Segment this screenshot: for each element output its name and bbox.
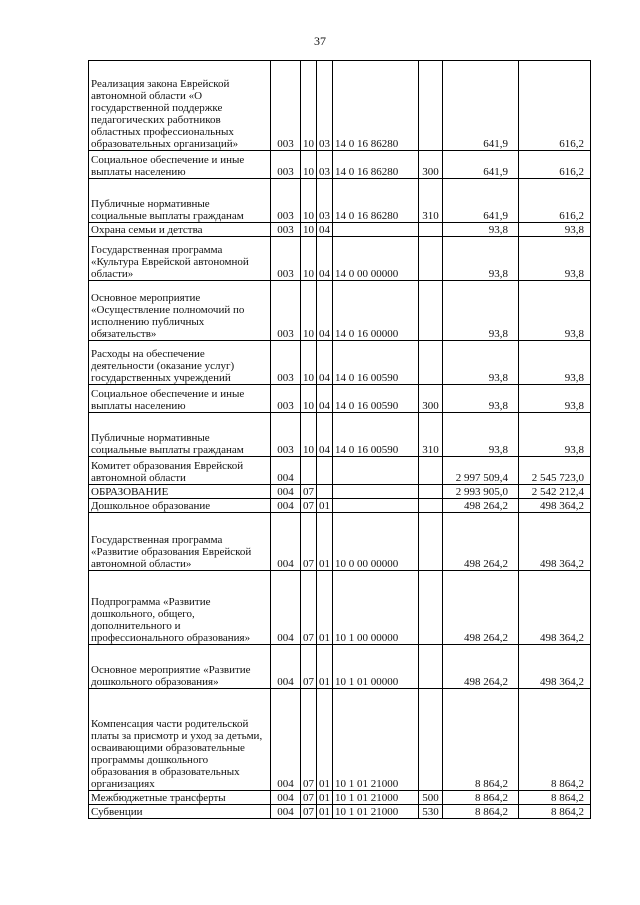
- row-target-article: 14 0 16 00590: [333, 413, 419, 457]
- table-row: [89, 457, 591, 485]
- table-row: [89, 281, 591, 341]
- row-subsection-code: 01: [317, 805, 333, 819]
- row-name: Межбюджетные трансферты: [89, 791, 271, 805]
- row-expense-type: 300: [419, 385, 443, 413]
- budget-table-body: [89, 61, 591, 819]
- row-amount-year2: 498 364,2: [519, 499, 591, 513]
- row-name: Комитет образования Еврейской автономной области: [89, 457, 271, 485]
- row-target-article: 14 0 16 00590: [333, 341, 419, 385]
- row-target-article: 10 1 01 00000: [333, 645, 419, 689]
- page-number: 37: [314, 34, 326, 48]
- row-name: Основное мероприятие «Развитие дошкольного образования»: [89, 645, 271, 689]
- row-name: Социальное обеспечение и иные выплаты населению: [89, 151, 271, 179]
- row-amount-year1: 2 993 905,0: [443, 485, 519, 499]
- row-amount-year2: 93,8: [519, 341, 591, 385]
- row-expense-type: [419, 237, 443, 281]
- row-ministry-code: 004: [271, 485, 301, 499]
- row-name: Основное мероприятие «Осуществление полномочий по исполнению публичных обязательств»: [89, 281, 271, 341]
- row-section-code: 07: [301, 485, 317, 499]
- row-expense-type: 310: [419, 179, 443, 223]
- table-row: [89, 571, 591, 645]
- row-target-article: 10 0 00 00000: [333, 513, 419, 571]
- row-section-code: 10: [301, 237, 317, 281]
- row-ministry-code: 003: [271, 413, 301, 457]
- row-subsection-code: 01: [317, 645, 333, 689]
- row-amount-year1: 498 264,2: [443, 513, 519, 571]
- row-section-code: 07: [301, 571, 317, 645]
- row-expense-type: [419, 485, 443, 499]
- budget-table: [88, 60, 591, 819]
- row-amount-year2: 616,2: [519, 151, 591, 179]
- row-expense-type: [419, 457, 443, 485]
- row-target-article: [333, 457, 419, 485]
- row-subsection-code: 01: [317, 689, 333, 791]
- row-amount-year2: 498 364,2: [519, 513, 591, 571]
- row-subsection-code: 04: [317, 281, 333, 341]
- row-target-article: 10 1 01 21000: [333, 689, 419, 791]
- row-section-code: 07: [301, 791, 317, 805]
- row-amount-year1: 8 864,2: [443, 791, 519, 805]
- row-name: ОБРАЗОВАНИЕ: [89, 485, 271, 499]
- row-section-code: 07: [301, 499, 317, 513]
- row-amount-year1: 498 264,2: [443, 499, 519, 513]
- row-section-code: 07: [301, 645, 317, 689]
- row-amount-year1: 641,9: [443, 179, 519, 223]
- row-expense-type: [419, 513, 443, 571]
- row-subsection-code: 04: [317, 223, 333, 237]
- row-section-code: 07: [301, 689, 317, 791]
- row-amount-year2: 616,2: [519, 61, 591, 151]
- row-expense-type: 300: [419, 151, 443, 179]
- table-row: [89, 179, 591, 223]
- row-target-article: 14 0 16 00590: [333, 385, 419, 413]
- row-ministry-code: 003: [271, 223, 301, 237]
- row-ministry-code: 003: [271, 151, 301, 179]
- table-row: [89, 237, 591, 281]
- row-amount-year1: 498 264,2: [443, 571, 519, 645]
- row-expense-type: [419, 341, 443, 385]
- table-row: [89, 645, 591, 689]
- table-row: [89, 689, 591, 791]
- row-subsection-code: 01: [317, 791, 333, 805]
- row-expense-type: [419, 281, 443, 341]
- row-ministry-code: 003: [271, 385, 301, 413]
- row-amount-year1: 8 864,2: [443, 805, 519, 819]
- row-section-code: 10: [301, 281, 317, 341]
- row-name: Публичные нормативные социальные выплаты гражданам: [89, 179, 271, 223]
- row-section-code: 10: [301, 341, 317, 385]
- row-target-article: 10 1 01 21000: [333, 791, 419, 805]
- row-amount-year1: 93,8: [443, 413, 519, 457]
- row-name: Публичные нормативные социальные выплаты гражданам: [89, 413, 271, 457]
- row-target-article: 14 0 00 00000: [333, 237, 419, 281]
- row-ministry-code: 003: [271, 237, 301, 281]
- row-amount-year1: 8 864,2: [443, 689, 519, 791]
- table-row: [89, 223, 591, 237]
- table-row: [89, 499, 591, 513]
- row-subsection-code: 03: [317, 179, 333, 223]
- row-ministry-code: 004: [271, 499, 301, 513]
- row-ministry-code: 003: [271, 179, 301, 223]
- row-target-article: [333, 223, 419, 237]
- row-subsection-code: 04: [317, 237, 333, 281]
- row-amount-year1: 93,8: [443, 341, 519, 385]
- row-ministry-code: 004: [271, 571, 301, 645]
- row-amount-year1: 93,8: [443, 223, 519, 237]
- row-expense-type: [419, 689, 443, 791]
- row-amount-year1: 93,8: [443, 385, 519, 413]
- row-section-code: 07: [301, 805, 317, 819]
- row-subsection-code: [317, 457, 333, 485]
- table-row: [89, 341, 591, 385]
- table-row: [89, 805, 591, 819]
- row-section-code: 10: [301, 223, 317, 237]
- row-name: Государственная программа «Развитие образования Еврейской автономной области»: [89, 513, 271, 571]
- row-section-code: 10: [301, 385, 317, 413]
- row-expense-type: [419, 223, 443, 237]
- row-amount-year2: 93,8: [519, 223, 591, 237]
- row-name: Расходы на обеспечение деятельности (оказание услуг) государственных учреждений: [89, 341, 271, 385]
- row-amount-year2: 8 864,2: [519, 805, 591, 819]
- row-amount-year2: 8 864,2: [519, 791, 591, 805]
- row-subsection-code: [317, 485, 333, 499]
- row-target-article: 14 0 16 86280: [333, 179, 419, 223]
- table-row: [89, 385, 591, 413]
- table-row: [89, 151, 591, 179]
- row-amount-year1: 2 997 509,4: [443, 457, 519, 485]
- row-expense-type: [419, 61, 443, 151]
- row-name: Дошкольное образование: [89, 499, 271, 513]
- row-section-code: 07: [301, 513, 317, 571]
- row-expense-type: [419, 499, 443, 513]
- row-subsection-code: 03: [317, 61, 333, 151]
- row-amount-year2: 93,8: [519, 413, 591, 457]
- row-expense-type: 500: [419, 791, 443, 805]
- row-target-article: 14 0 16 00000: [333, 281, 419, 341]
- row-name: Реализация закона Еврейской автономной области «О государственной поддержке педагогических работников областных профессиональных образовательных организаций»: [89, 61, 271, 151]
- row-expense-type: [419, 571, 443, 645]
- row-amount-year2: 498 364,2: [519, 571, 591, 645]
- row-ministry-code: 004: [271, 791, 301, 805]
- row-amount-year2: 616,2: [519, 179, 591, 223]
- table-row: [89, 513, 591, 571]
- row-amount-year1: 641,9: [443, 61, 519, 151]
- table-row: [89, 791, 591, 805]
- row-amount-year2: 8 864,2: [519, 689, 591, 791]
- row-name: Государственная программа «Культура Еврейской автономной области»: [89, 237, 271, 281]
- row-subsection-code: 04: [317, 341, 333, 385]
- row-subsection-code: 01: [317, 571, 333, 645]
- row-amount-year2: 93,8: [519, 281, 591, 341]
- table-row: [89, 413, 591, 457]
- row-expense-type: [419, 645, 443, 689]
- row-subsection-code: 03: [317, 151, 333, 179]
- row-name: Компенсация части родительской платы за присмотр и уход за детьми, осваивающими образовательные программы дошкольного образования в образовательных организациях: [89, 689, 271, 791]
- row-subsection-code: 04: [317, 385, 333, 413]
- row-amount-year2: 498 364,2: [519, 645, 591, 689]
- row-name: Охрана семьи и детства: [89, 223, 271, 237]
- row-name: Субвенции: [89, 805, 271, 819]
- row-target-article: [333, 499, 419, 513]
- table-row: [89, 61, 591, 151]
- row-section-code: 10: [301, 61, 317, 151]
- row-target-article: 10 1 01 21000: [333, 805, 419, 819]
- row-target-article: 14 0 16 86280: [333, 61, 419, 151]
- row-amount-year2: 2 545 723,0: [519, 457, 591, 485]
- row-ministry-code: 003: [271, 61, 301, 151]
- row-amount-year1: 93,8: [443, 281, 519, 341]
- row-amount-year2: 93,8: [519, 385, 591, 413]
- row-section-code: 10: [301, 413, 317, 457]
- row-target-article: 14 0 16 86280: [333, 151, 419, 179]
- row-ministry-code: 004: [271, 645, 301, 689]
- row-ministry-code: 004: [271, 457, 301, 485]
- row-amount-year2: 2 542 212,4: [519, 485, 591, 499]
- table-row: [89, 485, 591, 499]
- row-target-article: 10 1 00 00000: [333, 571, 419, 645]
- row-subsection-code: 01: [317, 513, 333, 571]
- row-target-article: [333, 485, 419, 499]
- row-ministry-code: 004: [271, 513, 301, 571]
- row-ministry-code: 004: [271, 689, 301, 791]
- row-ministry-code: 003: [271, 341, 301, 385]
- row-section-code: 10: [301, 151, 317, 179]
- row-amount-year1: 93,8: [443, 237, 519, 281]
- row-subsection-code: 01: [317, 499, 333, 513]
- row-expense-type: 310: [419, 413, 443, 457]
- row-name: Социальное обеспечение и иные выплаты населению: [89, 385, 271, 413]
- row-name: Подпрограмма «Развитие дошкольного, общего, дополнительного и профессионального образования»: [89, 571, 271, 645]
- row-expense-type: 530: [419, 805, 443, 819]
- row-amount-year1: 641,9: [443, 151, 519, 179]
- row-amount-year2: 93,8: [519, 237, 591, 281]
- row-amount-year1: 498 264,2: [443, 645, 519, 689]
- row-subsection-code: 04: [317, 413, 333, 457]
- row-ministry-code: 004: [271, 805, 301, 819]
- row-section-code: 10: [301, 179, 317, 223]
- row-section-code: [301, 457, 317, 485]
- row-ministry-code: 003: [271, 281, 301, 341]
